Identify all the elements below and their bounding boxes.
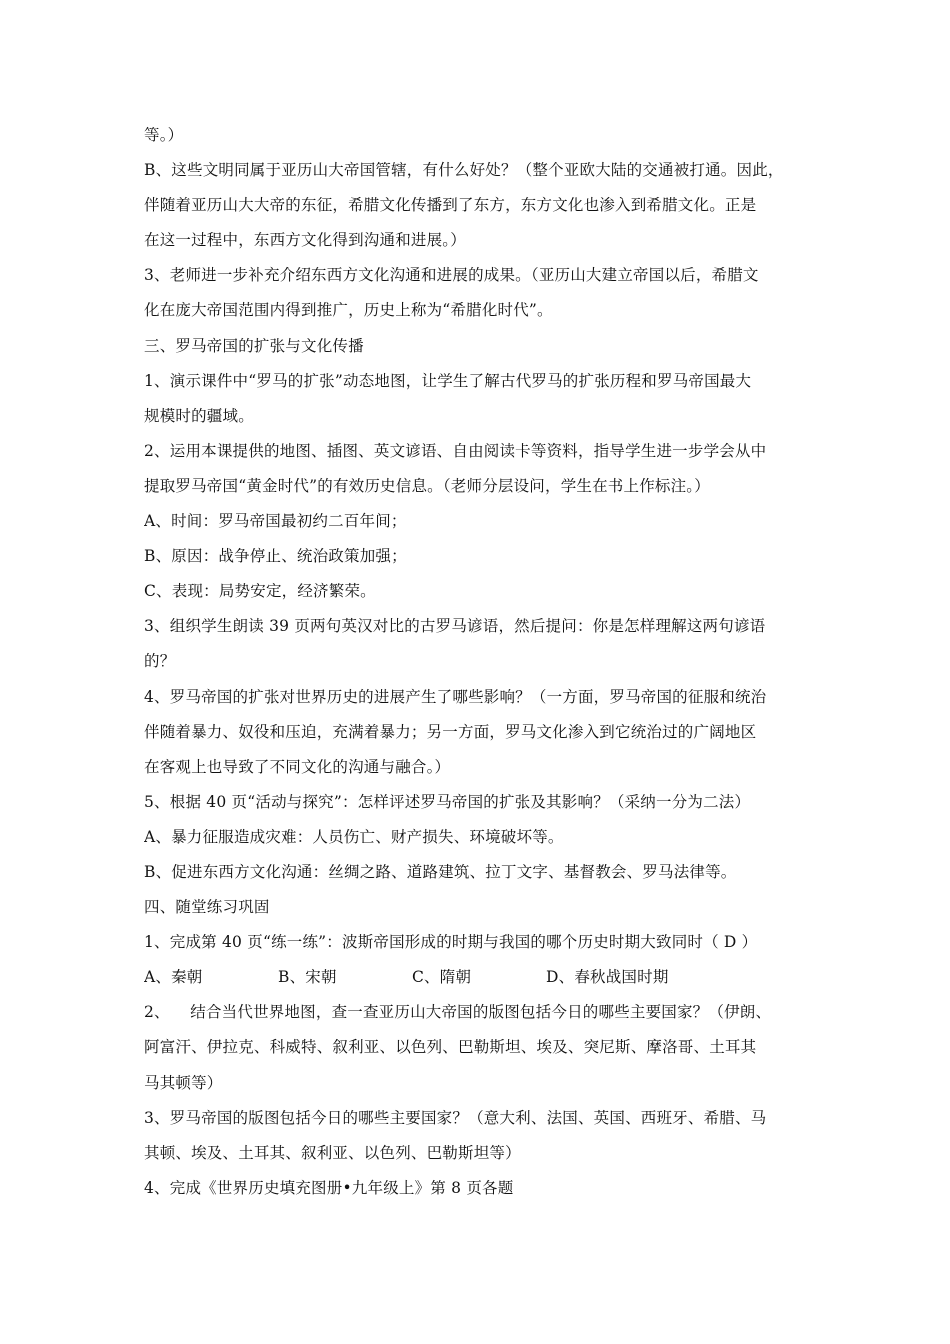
text-line: 等。）	[144, 126, 184, 144]
text-line: B、这些文明同属于亚历山大帝国管辖，有什么好处？（整个亚欧大陆的交通被打通。因此，	[144, 161, 784, 180]
option-a: A、秦朝	[144, 968, 203, 987]
text-line: 在客观上也导致了不同文化的沟通与融合。）	[144, 757, 451, 776]
text-line: C、表现：局势安定，经济繁荣。	[144, 582, 376, 601]
text-line: 化在庞大帝国范围内得到推广，历史上称为“希腊化时代”。	[144, 301, 553, 320]
text-line: 4、罗马帝国的扩张对世界历史的进展产生了哪些影响？（一方面，罗马帝国的征服和统治	[144, 687, 767, 706]
text-line: 的？	[144, 652, 176, 671]
text-line: 4、完成《世界历史填充图册•九年级上》第 8 页各题	[144, 1178, 514, 1197]
question-line: 1、完成第 40 页“练一练”：波斯帝国形成的时期与我国的哪个历史时期大致同时（ D ）	[144, 933, 758, 952]
text-line: 马其顿等）	[144, 1073, 223, 1092]
option-c: C、隋朝	[412, 968, 472, 987]
text-line: 3、罗马帝国的版图包括今日的哪些主要国家？（意大利、法国、英国、西班牙、希腊、马	[144, 1108, 767, 1127]
section-heading: 四、随堂练习巩固	[144, 898, 270, 917]
text-line: A、暴力征服造成灾难：人员伤亡、财产损失、环境破坏等。	[144, 827, 564, 846]
text-line: A、时间：罗马帝国最初约二百年间；	[144, 512, 407, 531]
text-line: 3、老师进一步补充介绍东西方文化沟通和进展的成果。（亚历山大建立帝国以后，希腊文	[144, 266, 759, 285]
text-line: 2、 结合当代世界地图，查一查亚历山大帝国的版图包括今日的哪些主要国家？（伊朗、	[144, 1003, 772, 1022]
text-line: 伴随着亚历山大大帝的东征，希腊文化传播到了东方，东方文化也渗入到希腊文化。正是	[144, 196, 757, 215]
answer-options	[144, 960, 850, 995]
text-line: 2、运用本课提供的地图、插图、英文谚语、自由阅读卡等资料，指导学生进一步学会从中	[144, 441, 767, 460]
text-line: 在这一过程中，东西方文化得到沟通和进展。）	[144, 231, 466, 250]
text-line: 5、根据 40 页“活动与探究”：怎样评述罗马帝国的扩张及其影响？（采纳一分为二法）	[144, 792, 751, 811]
text-line: 其顿、埃及、土耳其、叙利亚、以色列、巴勒斯坦等）	[144, 1143, 521, 1162]
text-line: 阿富汗、伊拉克、科威特、叙利亚、以色列、巴勒斯坦、埃及、突尼斯、摩洛哥、土耳其	[144, 1038, 757, 1057]
text-line: 3、组织学生朗读 39 页两句英汉对比的古罗马谚语，然后提问：你是怎样理解这两句谚语	[144, 617, 766, 636]
text-line: 1、演示课件中“罗马的扩张”动态地图，让学生了解古代罗马的扩张历程和罗马帝国最大	[144, 371, 752, 390]
option-b: B、宋朝	[278, 968, 337, 987]
text-line: B、促进东西方文化沟通：丝绸之路、道路建筑、拉丁文字、基督教会、罗马法律等。	[144, 862, 737, 881]
section-heading: 三、罗马帝国的扩张与文化传播	[144, 336, 364, 355]
text-line: 伴随着暴力、奴役和压迫，充满着暴力；另一方面，罗马文化渗入到它统治过的广阔地区	[144, 722, 757, 741]
option-d: D、春秋战国时期	[546, 968, 669, 987]
text-line: 提取罗马帝国“黄金时代”的有效历史信息。（老师分层设问，学生在书上作标注。）	[144, 476, 710, 495]
text-line: B、原因：战争停止、统治政策加强；	[144, 547, 407, 566]
text-line: 规模时的疆域。	[144, 406, 254, 425]
